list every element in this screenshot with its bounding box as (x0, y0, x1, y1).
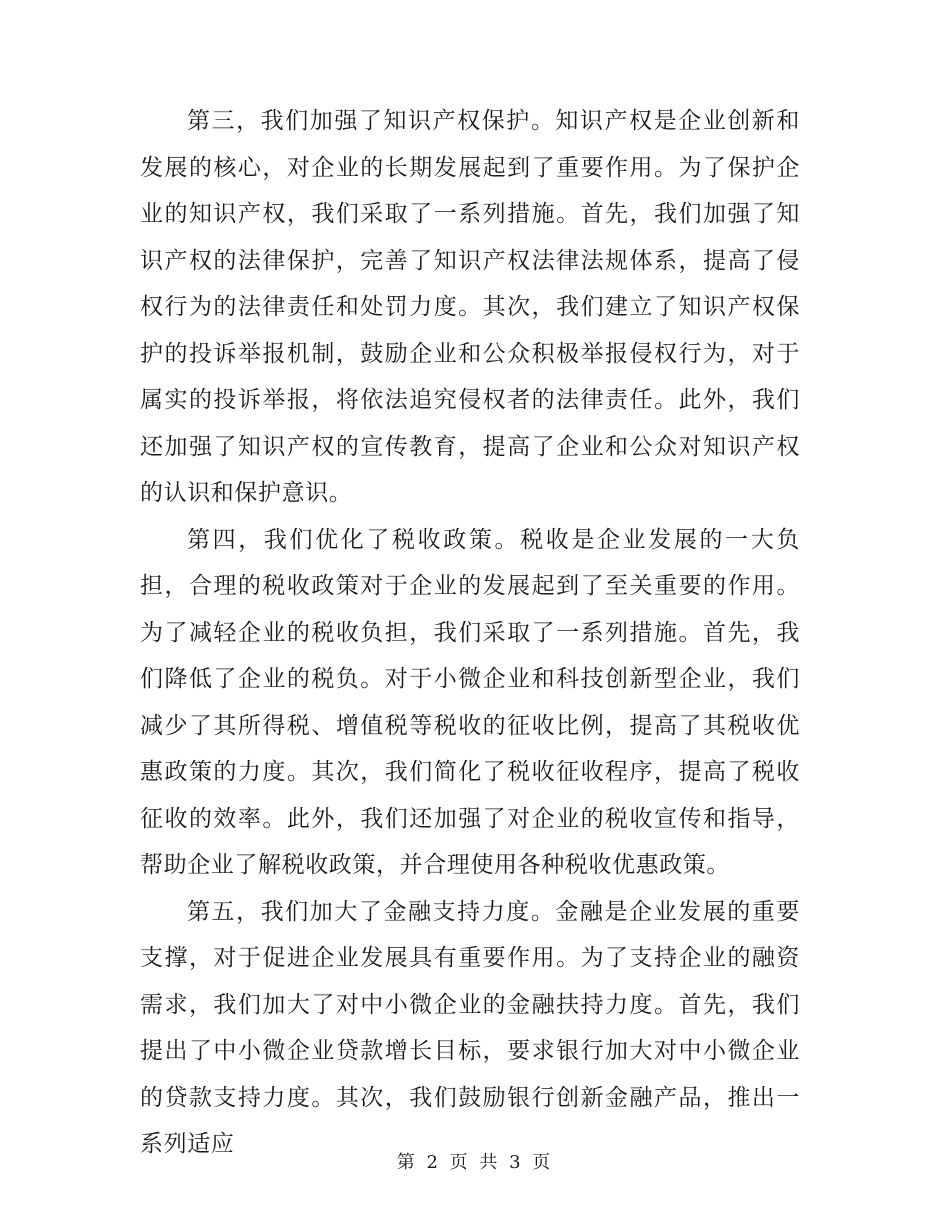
paragraph-third-ip-protection: 第三，我们加强了知识产权保护。知识产权是企业创新和发展的核心，对企业的长期发展起到了重要作用。为了保护企业的知识产权，我们采取了一系列措施。首先，我们加强了知识产权的法律保护，完善了知识产权法律法规体系，提高了侵权行为的法律责任和处罚力度。其次，我们建立了知识产权保护的投诉举报机制，鼓励企业和公众积极举报侵权行为，对于属实的投诉举报，将依法追究侵权者的法律责任。此外，我们还加强了知识产权的宣传教育，提高了企业和公众对知识产权的认识和保护意识。 (140, 108, 800, 506)
page-number-footer: 第 2 页 共 3 页 (396, 1152, 554, 1173)
paragraph-fifth-financial-support: 第五，我们加大了金融支持力度。金融是企业发展的重要支撑，对于促进企业发展具有重要作用。为了支持企业的融资需求，我们加大了对中小微企业的金融扶持力度。首先，我们提出了中小微企业贷款增长目标，要求银行加大对中小微企业的贷款支持力度。其次，我们鼓励银行创新金融产品，推出一系列适应 (140, 898, 800, 1157)
document-body (140, 98, 800, 1168)
paragraph-fourth-tax-policy: 第四，我们优化了税收政策。税收是企业发展的一大负担，合理的税收政策对于企业的发展起到了至关重要的作用。为了减轻企业的税收负担，我们采取了一系列措施。首先，我们降低了企业的税负。对于小微企业和科技创新型企业，我们减少了其所得税、增值税等税收的征收比例，提高了其税收优惠政策的力度。其次，我们简化了税收征收程序，提高了税收征收的效率。此外，我们还加强了对企业的税收宣传和指导，帮助企业了解税收政策，并合理使用各种税收优惠政策。 (140, 526, 800, 878)
